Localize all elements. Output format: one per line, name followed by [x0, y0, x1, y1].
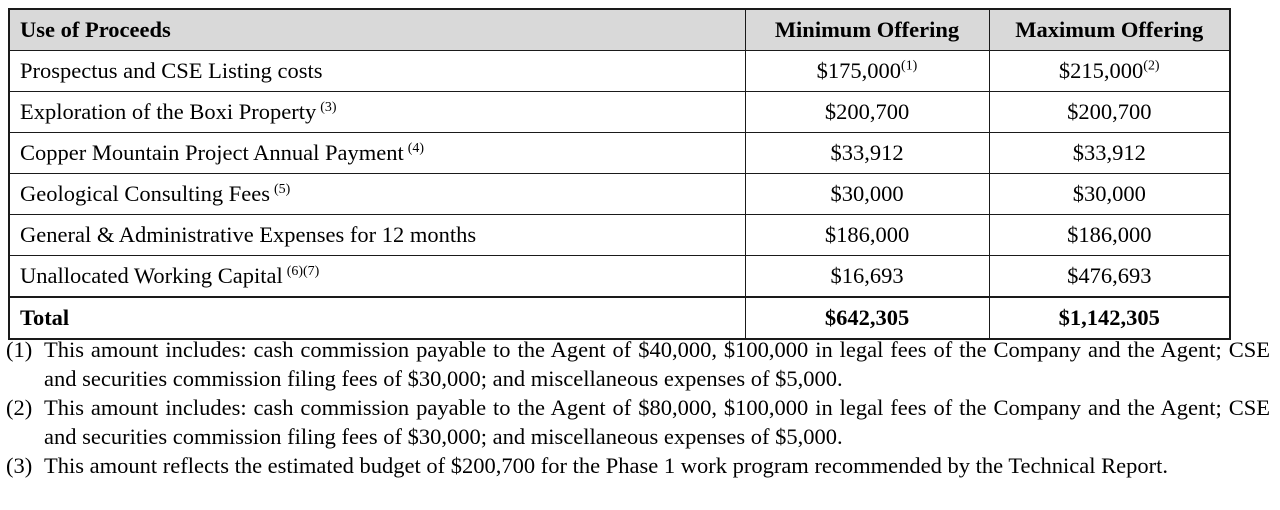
- footnote-marker: (3): [320, 99, 337, 115]
- table-row: [9, 133, 1230, 174]
- cell-use-of-proceeds: Copper Mountain Project Annual Payment $^{(4)}$: [9, 133, 745, 174]
- table-row: [9, 215, 1230, 256]
- cell-use-of-proceeds: Geological Consulting Fees $^{(5)}$: [9, 174, 745, 215]
- use-of-proceeds-table-container: [8, 8, 1229, 340]
- table-row: [9, 51, 1230, 92]
- footnotes-list: [6, 335, 1270, 480]
- table-row: [9, 92, 1230, 133]
- footnote-marker: (2): [6, 395, 33, 420]
- cell-maximum-offering: $30,000: [989, 174, 1230, 215]
- cell-maximum-offering: $1,142,305: [989, 297, 1230, 339]
- footnote-text: This amount includes: cash commission payable to the Agent of $80,000, $100,000 in legal fees of the Company and the Agent; CSE and securities commission filing fees of $30,000; and miscellaneous expenses of $5,000.: [44, 395, 1270, 449]
- footnote: [6, 393, 1270, 451]
- footnote-marker: (4): [407, 140, 424, 156]
- footnote-marker: (1): [6, 337, 33, 362]
- table-header: [9, 9, 1230, 51]
- cell-maximum-offering: $215,000$^{(2)}$: [989, 51, 1230, 92]
- footnote-marker: (3): [6, 453, 33, 478]
- table-header-row: [9, 9, 1230, 51]
- footnote-marker: (2): [1143, 58, 1160, 74]
- table-body: [9, 51, 1230, 340]
- footnote: [6, 451, 1270, 480]
- use-of-proceeds-table: [8, 8, 1231, 340]
- cell-maximum-offering: $33,912: [989, 133, 1230, 174]
- cell-maximum-offering: $476,693: [989, 256, 1230, 298]
- table-row: [9, 256, 1230, 298]
- footnote-marker: (5): [273, 181, 291, 197]
- table-total-row: [9, 297, 1230, 339]
- footnote-text: This amount includes: cash commission payable to the Agent of $40,000, $100,000 in legal fees of the Company and the Agent; CSE and securities commission filing fees of $30,000; and miscellaneous expenses of $5,000.: [44, 337, 1270, 391]
- cell-maximum-offering: $200,700: [989, 92, 1230, 133]
- cell-use-of-proceeds: Exploration of the Boxi Property $^{(3)}$: [9, 92, 745, 133]
- cell-minimum-offering: $200,700: [745, 92, 989, 133]
- cell-use-of-proceeds: Total: [9, 297, 745, 339]
- cell-minimum-offering: $175,000$^{(1)}$: [745, 51, 989, 92]
- footnote-text: This amount reflects the estimated budget of $200,700 for the Phase 1 work program recommended by the Technical Report.: [44, 453, 1168, 478]
- cell-maximum-offering: $186,000: [989, 215, 1230, 256]
- cell-use-of-proceeds: Unallocated Working Capital $^{(6)(7)}$: [9, 256, 745, 298]
- column-header-minimum-offering: Minimum Offering: [745, 9, 989, 51]
- footnote-marker: (1): [901, 58, 918, 74]
- table-row: [9, 174, 1230, 215]
- cell-use-of-proceeds: Prospectus and CSE Listing costs: [9, 51, 745, 92]
- column-header-use-of-proceeds: Use of Proceeds: [9, 9, 745, 51]
- cell-minimum-offering: $186,000: [745, 215, 989, 256]
- column-header-maximum-offering: Maximum Offering: [989, 9, 1230, 51]
- cell-minimum-offering: $642,305: [745, 297, 989, 339]
- cell-minimum-offering: $30,000: [745, 174, 989, 215]
- footnote: [6, 335, 1270, 393]
- cell-minimum-offering: $16,693: [745, 256, 989, 298]
- cell-minimum-offering: $33,912: [745, 133, 989, 174]
- footnote-marker: (6)(7): [286, 263, 320, 279]
- cell-use-of-proceeds: General & Administrative Expenses for 12 months: [9, 215, 745, 256]
